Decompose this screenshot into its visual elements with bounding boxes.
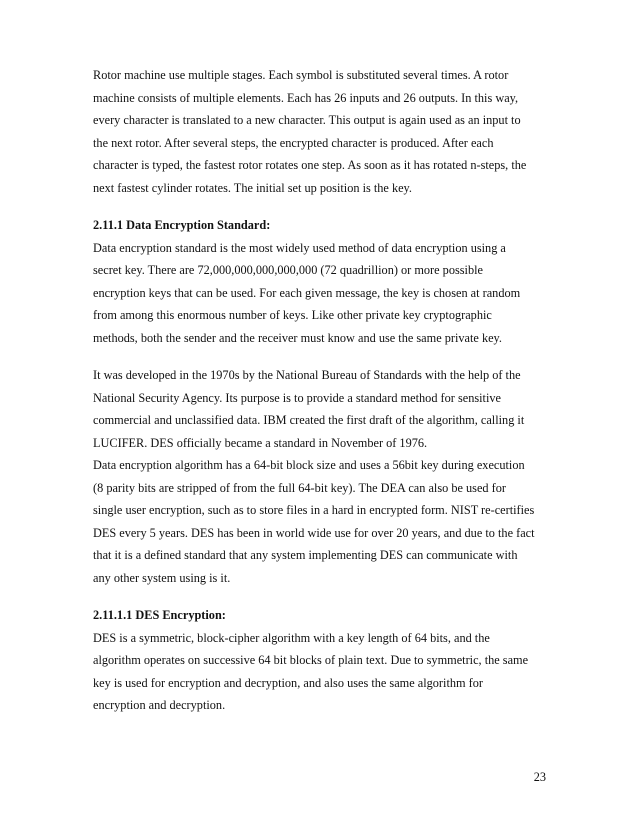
paragraph-des-intro xyxy=(93,237,563,350)
text-line: methods, both the sender and the receiver must know and use the same private key. xyxy=(93,330,502,345)
page-number: 23 xyxy=(533,770,546,784)
text-line: any other system using is it. xyxy=(93,570,231,585)
text-line: single user encryption, such as to store files in a hard in encrypted form. NIST re-certifies xyxy=(93,503,535,517)
text-line: DES is a symmetric, block-cipher algorithm with a key length of 64 bits, and the xyxy=(93,630,490,645)
spacer xyxy=(93,349,563,364)
text-line: next fastest cylinder rotates. The initial set up position is the key. xyxy=(93,180,412,195)
text-line: secret key. There are 72,000,000,000,000,000 (72 quadrillion) or more possible xyxy=(93,263,483,277)
section-heading-des: 2.11.1 Data Encryption Standard: xyxy=(93,218,271,232)
text-line: (8 parity bits are stripped of from the full 64-bit key). The DEA can also be used for xyxy=(93,480,506,495)
text-line: DES every 5 years. DES has been in world wide use for over 20 years, and due to the fact xyxy=(93,525,535,540)
section-heading-des-encryption: 2.11.1.1 DES Encryption: xyxy=(93,608,226,622)
text-line: encryption keys that can be used. For each given message, the key is chosen at random xyxy=(93,285,521,300)
text-line: National Security Agency. Its purpose is to provide a standard method for sensitive xyxy=(93,390,501,405)
text-line: Data encryption standard is the most widely used method of data encryption using a xyxy=(93,240,506,255)
text-line: algorithm operates on successive 64 bit blocks of plain text. Due to symmetric, the same xyxy=(93,653,529,667)
paragraph-rotor-machine xyxy=(93,64,563,199)
text-line: Rotor machine use multiple stages. Each symbol is substituted several times. A rotor xyxy=(93,68,509,82)
spacer xyxy=(93,199,563,214)
text-line: machine consists of multiple elements. Each has 26 inputs and 26 outputs. In this way, xyxy=(93,90,519,105)
text-line: the next rotor. After several steps, the encrypted character is produced. After each xyxy=(93,135,494,150)
text-line: commercial and unclassified data. IBM created the first draft of the algorithm, calling it xyxy=(93,413,525,427)
text-line: from among this enormous number of keys. Like other private key cryptographic xyxy=(93,308,492,322)
text-line: that it is a defined standard that any system implementing DES can communicate with xyxy=(93,548,518,562)
text-line: every character is translated to a new character. This output is again used as an input to xyxy=(93,113,521,127)
text-line: LUCIFER. DES officially became a standard in November of 1976. xyxy=(93,435,428,450)
paragraph-des-encryption xyxy=(93,627,563,717)
document-body xyxy=(93,64,563,717)
text-line: encryption and decryption. xyxy=(93,698,226,712)
spacer xyxy=(93,589,563,604)
text-line: key is used for encryption and decryption, and also uses the same algorithm for xyxy=(93,675,483,690)
paragraph-des-history xyxy=(93,364,563,589)
text-line: Data encryption algorithm has a 64-bit block size and uses a 56bit key during execution xyxy=(93,458,525,472)
text-line: It was developed in the 1970s by the National Bureau of Standards with the help of the xyxy=(93,368,521,382)
text-line: character is typed, the fastest rotor rotates one step. As soon as it has rotated n-steps, the xyxy=(93,158,527,172)
